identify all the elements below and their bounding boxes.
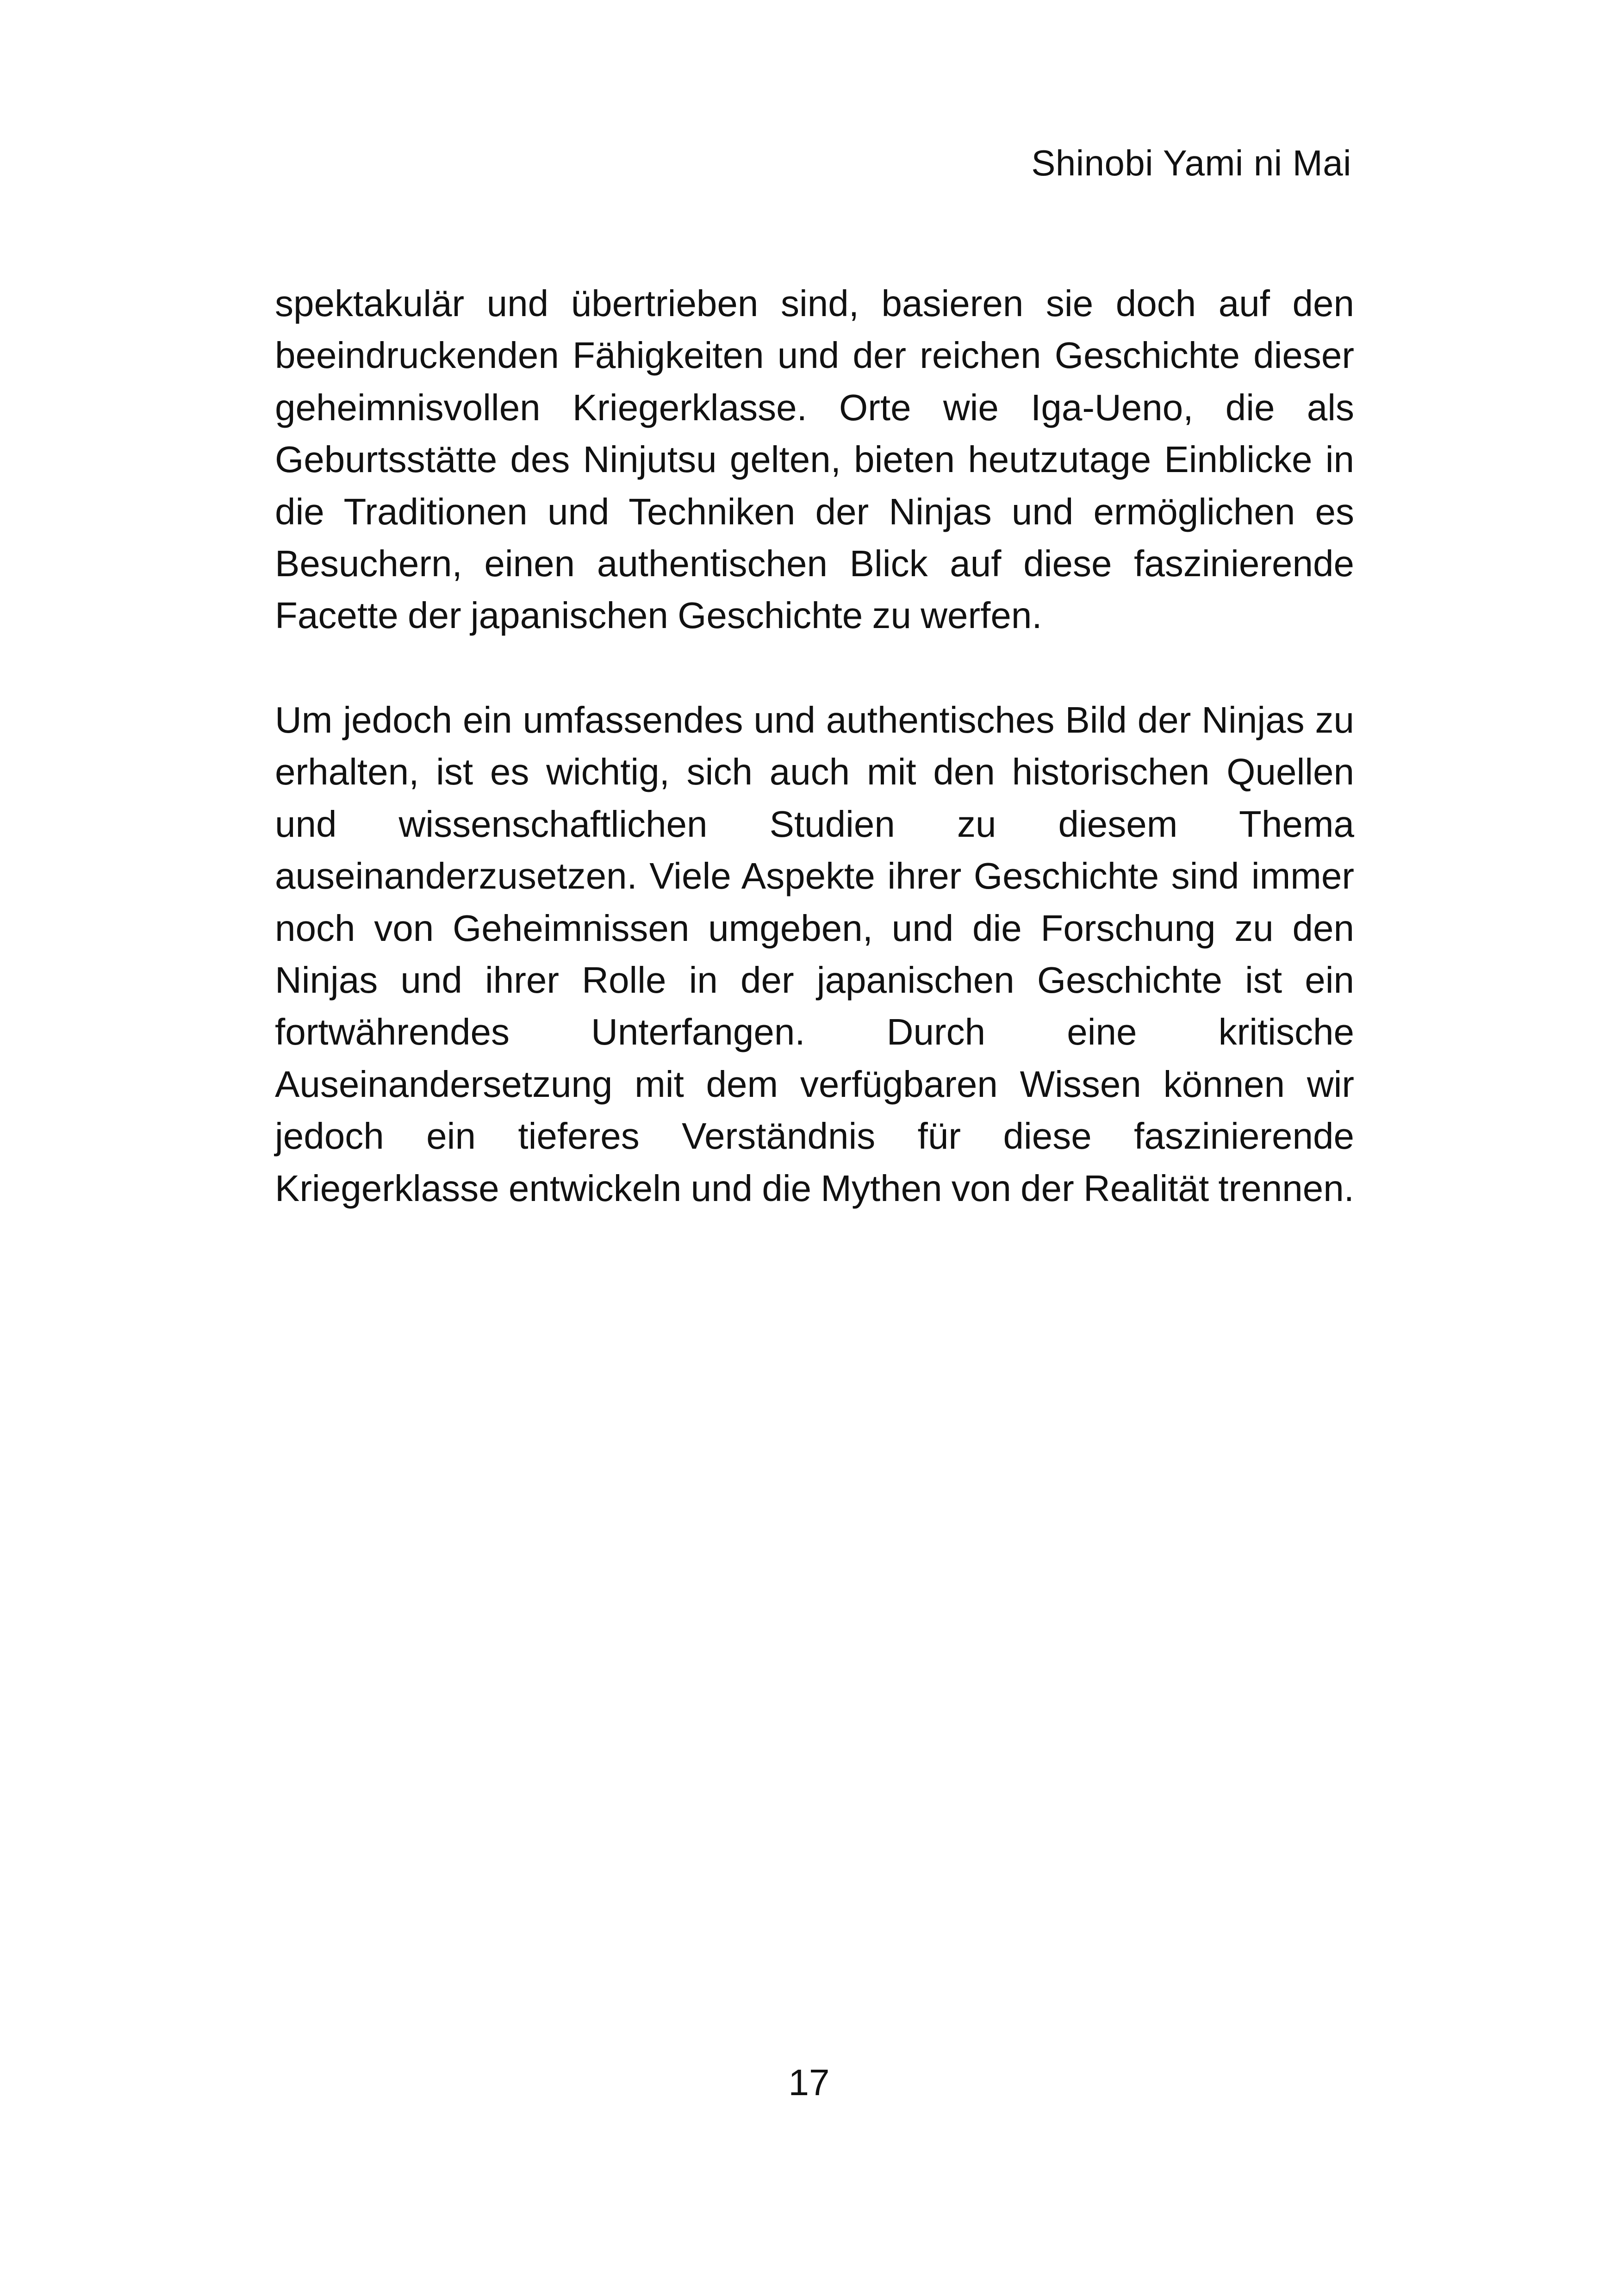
body-paragraph-1 (275, 278, 1354, 642)
page-number: 17 (788, 2062, 830, 2103)
paragraph-text: Um jedoch ein umfassendes und authentisches Bild der Ninjas zu erhalten, ist es wichtig, sich auch mit den historischen Quellen und wissenschaftlichen Studien zu diesem Thema auseinanderzusetzen. Viele Aspekte ihrer Geschichte sind immer noch von Geheimnissen umgeben, und die Forschung zu den Ninjas und ihrer Rolle in der japanischen Geschichte ist ein fortwährendes Unterfangen. Durch eine kritische Auseinandersetzung mit dem verfügbaren Wissen können wir jedoch ein tieferes Verständnis für diese faszinierende Kriegerklasse entwickeln und die Mythen von der Realität trennen. (275, 699, 1354, 1209)
paragraph-text: spektakulär und übertrieben sind, basieren sie doch auf den beeindruckenden Fähigkeiten und der reichen Geschichte dieser geheimnisvollen Kriegerklasse. Orte wie Iga-Ueno, die als Geburtsstätte des Ninjutsu gelten, bieten heutzutage Einblicke in die Traditionen und Techniken der Ninjas und ermöglichen es Besuchern, einen authentischen Blick auf diese faszinierende Facette der japanischen Geschichte zu werfen. (275, 283, 1354, 636)
running-header-title: Shinobi Yami ni Mai (1031, 143, 1351, 183)
body-paragraph-2 (275, 694, 1354, 1214)
